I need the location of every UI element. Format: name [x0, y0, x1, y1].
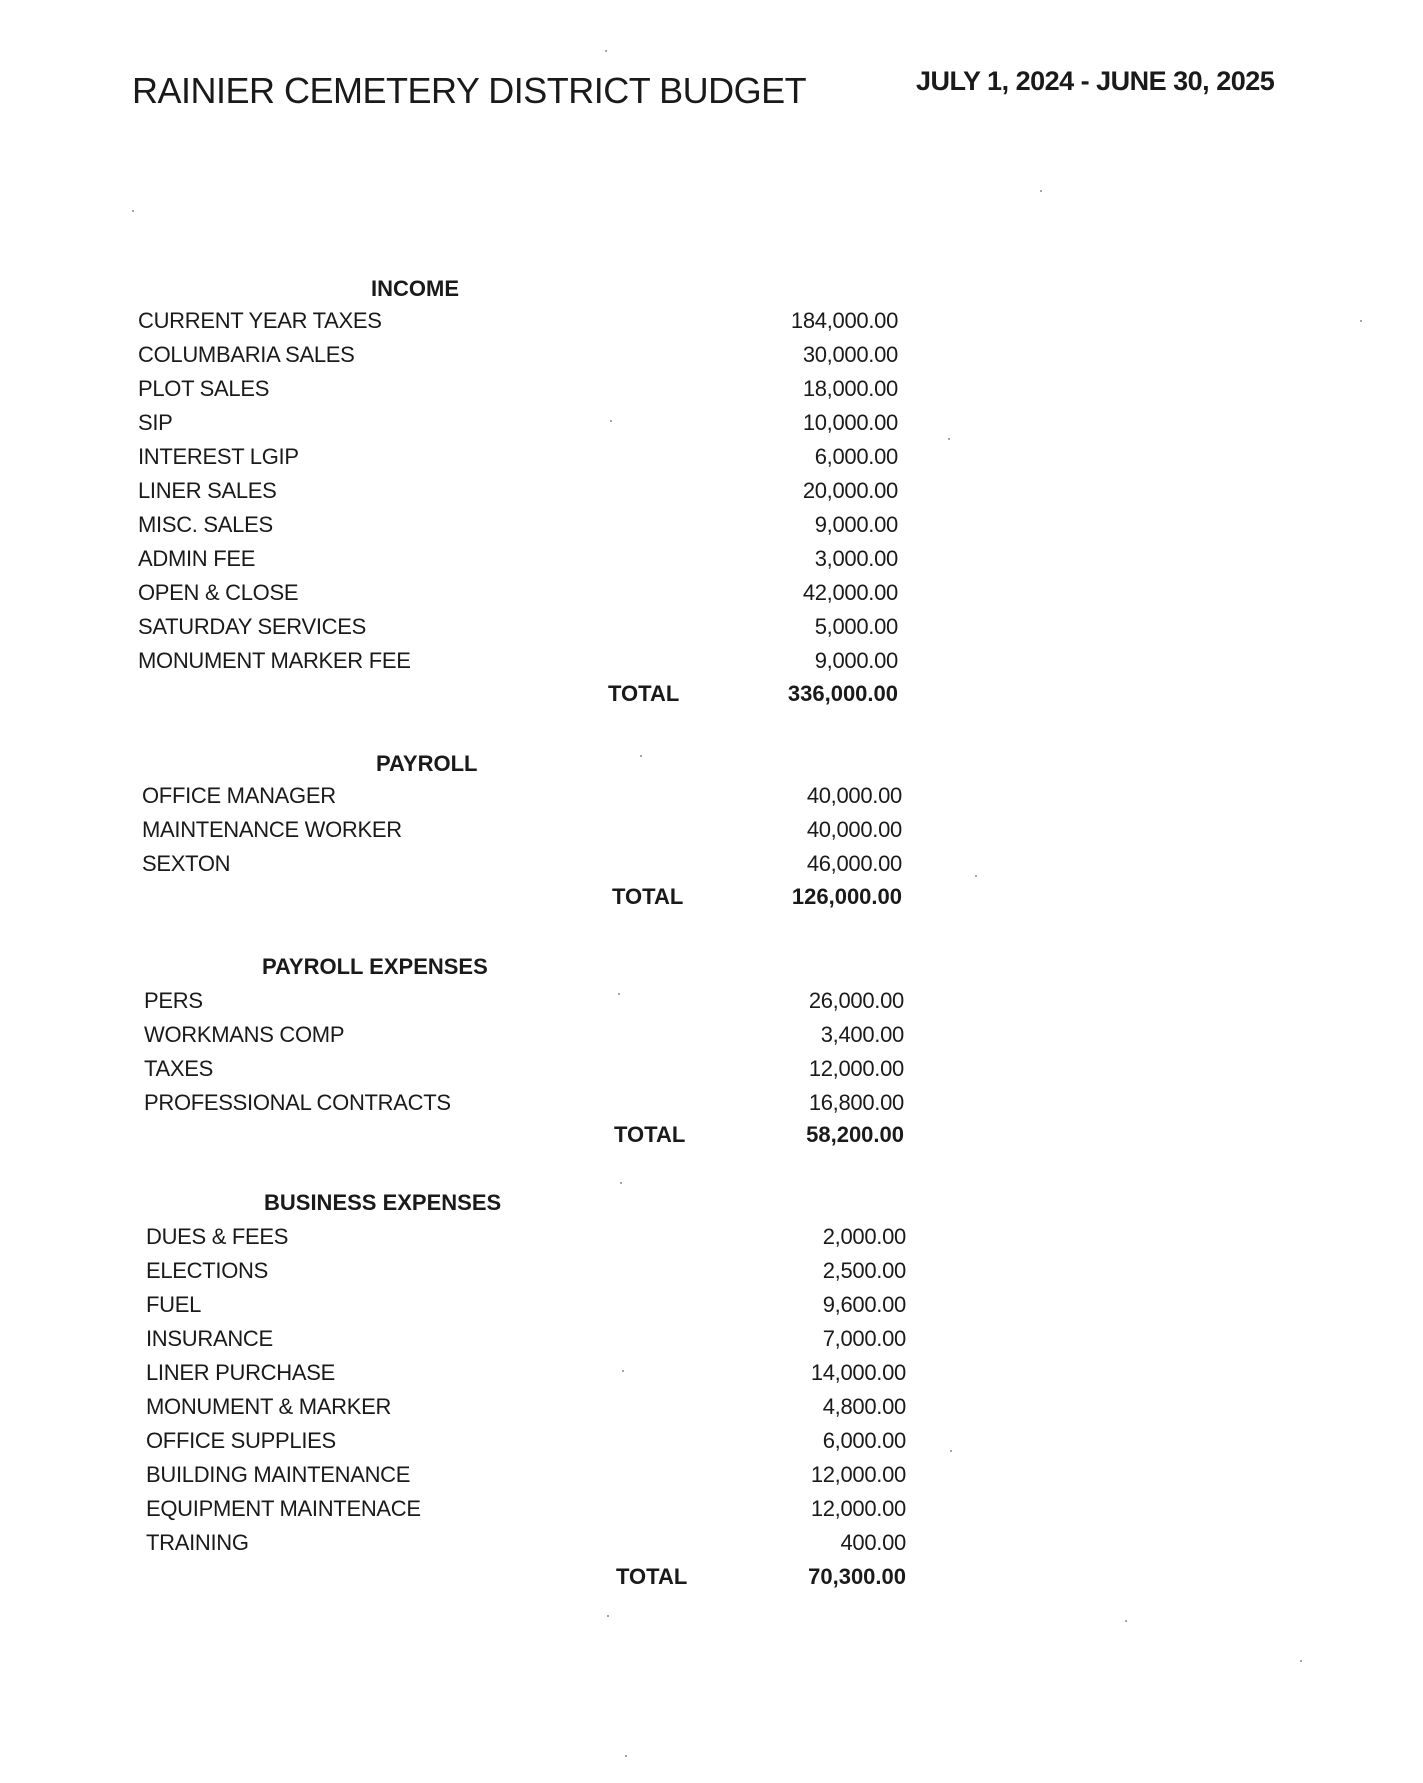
- scan-speck: [618, 993, 620, 995]
- scan-speck: [610, 420, 612, 422]
- list-item: [142, 851, 902, 885]
- item-label: CURRENT YEAR TAXES: [138, 308, 382, 333]
- scan-speck: [132, 210, 134, 212]
- item-amount: 16,800.00: [808, 1090, 904, 1115]
- business-expenses-heading: BUSINESS EXPENSES: [264, 1190, 502, 1215]
- list-item: [142, 783, 902, 817]
- list-item: [138, 614, 898, 648]
- item-label: SIP: [138, 410, 173, 435]
- list-item: [146, 1428, 906, 1462]
- item-amount: 12,000.00: [810, 1462, 906, 1487]
- item-label: TRAINING: [146, 1530, 249, 1555]
- list-item: [144, 1022, 904, 1056]
- item-amount: 42,000.00: [802, 580, 898, 605]
- list-item: [146, 1292, 906, 1326]
- item-label: PROFESSIONAL CONTRACTS: [144, 1090, 451, 1115]
- item-label: LINER SALES: [138, 478, 277, 503]
- payroll-expenses-heading: PAYROLL EXPENSES: [262, 954, 488, 979]
- list-item: [146, 1224, 906, 1258]
- item-label: MISC. SALES: [138, 512, 273, 537]
- income-total-row: [138, 681, 898, 715]
- list-item: [138, 376, 898, 410]
- list-item: [146, 1462, 906, 1496]
- item-amount: 14,000.00: [810, 1360, 906, 1385]
- item-label: COLUMBARIA SALES: [138, 342, 355, 367]
- item-label: SEXTON: [142, 851, 231, 876]
- scan-speck: [1125, 1620, 1127, 1622]
- list-item: [146, 1394, 906, 1428]
- item-label: MONUMENT MARKER FEE: [138, 648, 411, 673]
- total-label: TOTAL: [612, 884, 684, 909]
- item-label: INTEREST LGIP: [138, 444, 299, 469]
- item-amount: 2,500.00: [822, 1258, 906, 1283]
- item-amount: 2,000.00: [822, 1224, 906, 1249]
- list-item: [146, 1258, 906, 1292]
- scan-speck: [625, 1755, 627, 1757]
- list-item: [138, 410, 898, 444]
- list-item: [138, 342, 898, 376]
- item-label: SATURDAY SERVICES: [138, 614, 367, 639]
- total-amount: 58,200.00: [806, 1122, 904, 1147]
- item-label: BUILDING MAINTENANCE: [146, 1462, 411, 1487]
- item-amount: 26,000.00: [808, 988, 904, 1013]
- list-item: [138, 648, 898, 682]
- total-amount: 336,000.00: [787, 681, 898, 706]
- item-amount: 7,000.00: [822, 1326, 906, 1351]
- budget-period: JULY 1, 2024 - JUNE 30, 2025: [916, 66, 1275, 96]
- item-label: INSURANCE: [146, 1326, 273, 1351]
- item-amount: 9,600.00: [822, 1292, 906, 1317]
- payroll-heading: PAYROLL: [376, 751, 478, 776]
- scan-speck: [622, 1370, 624, 1372]
- document-title: RAINIER CEMETERY DISTRICT BUDGET: [132, 70, 807, 111]
- item-label: EQUIPMENT MAINTENACE: [146, 1496, 421, 1521]
- scan-speck: [1360, 320, 1362, 322]
- item-amount: 46,000.00: [806, 851, 902, 876]
- scan-speck: [605, 50, 607, 52]
- item-label: PLOT SALES: [138, 376, 270, 401]
- item-amount: 40,000.00: [806, 783, 902, 808]
- item-label: OFFICE SUPPLIES: [146, 1428, 336, 1453]
- list-item: [146, 1496, 906, 1530]
- list-item: [138, 546, 898, 580]
- item-amount: 30,000.00: [802, 342, 898, 367]
- item-label: TAXES: [144, 1056, 214, 1081]
- item-amount: 5,000.00: [814, 614, 898, 639]
- income-heading: INCOME: [371, 276, 459, 301]
- item-amount: 18,000.00: [802, 376, 898, 401]
- item-label: OPEN & CLOSE: [138, 580, 299, 605]
- list-item: [142, 817, 902, 851]
- business-expenses-total-row: [146, 1564, 906, 1598]
- item-label: DUES & FEES: [146, 1224, 289, 1249]
- list-item: [144, 1056, 904, 1090]
- list-item: [146, 1326, 906, 1360]
- item-amount: 20,000.00: [802, 478, 898, 503]
- list-item: [146, 1530, 906, 1564]
- list-item: [138, 580, 898, 614]
- item-amount: 9,000.00: [814, 512, 898, 537]
- scan-speck: [975, 875, 977, 877]
- total-label: TOTAL: [616, 1564, 688, 1589]
- total-amount: 126,000.00: [791, 884, 902, 909]
- total-amount: 70,300.00: [808, 1564, 906, 1589]
- total-label: TOTAL: [608, 681, 680, 706]
- item-amount: 9,000.00: [814, 648, 898, 673]
- item-amount: 184,000.00: [790, 308, 898, 333]
- item-amount: 6,000.00: [822, 1428, 906, 1453]
- item-label: ELECTIONS: [146, 1258, 268, 1283]
- item-amount: 3,000.00: [814, 546, 898, 571]
- item-label: PERS: [144, 988, 203, 1013]
- scan-speck: [607, 1615, 609, 1617]
- list-item: [138, 444, 898, 478]
- total-label: TOTAL: [614, 1122, 686, 1147]
- item-amount: 10,000.00: [802, 410, 898, 435]
- item-label: MONUMENT & MARKER: [146, 1394, 392, 1419]
- item-amount: 12,000.00: [808, 1056, 904, 1081]
- list-item: [146, 1360, 906, 1394]
- item-amount: 40,000.00: [806, 817, 902, 842]
- scan-speck: [640, 755, 642, 757]
- item-amount: 4,800.00: [822, 1394, 906, 1419]
- item-amount: 12,000.00: [810, 1496, 906, 1521]
- list-item: [138, 512, 898, 546]
- scan-speck: [620, 1182, 622, 1184]
- list-item: [144, 988, 904, 1022]
- list-item: [138, 478, 898, 512]
- item-label: OFFICE MANAGER: [142, 783, 336, 808]
- item-amount: 400.00: [840, 1530, 906, 1555]
- item-label: MAINTENANCE WORKER: [142, 817, 402, 842]
- payroll-total-row: [142, 884, 902, 918]
- scan-speck: [948, 438, 950, 440]
- list-item: [138, 308, 898, 342]
- scan-speck: [1040, 190, 1042, 192]
- list-item: [144, 1090, 904, 1124]
- item-label: ADMIN FEE: [138, 546, 256, 571]
- item-amount: 6,000.00: [814, 444, 898, 469]
- payroll-expenses-total-row: [144, 1122, 904, 1156]
- item-label: WORKMANS COMP: [144, 1022, 345, 1047]
- item-label: FUEL: [146, 1292, 202, 1317]
- scan-speck: [1300, 1660, 1302, 1662]
- item-amount: 3,400.00: [820, 1022, 904, 1047]
- item-label: LINER PURCHASE: [146, 1360, 335, 1385]
- scan-speck: [950, 1450, 952, 1452]
